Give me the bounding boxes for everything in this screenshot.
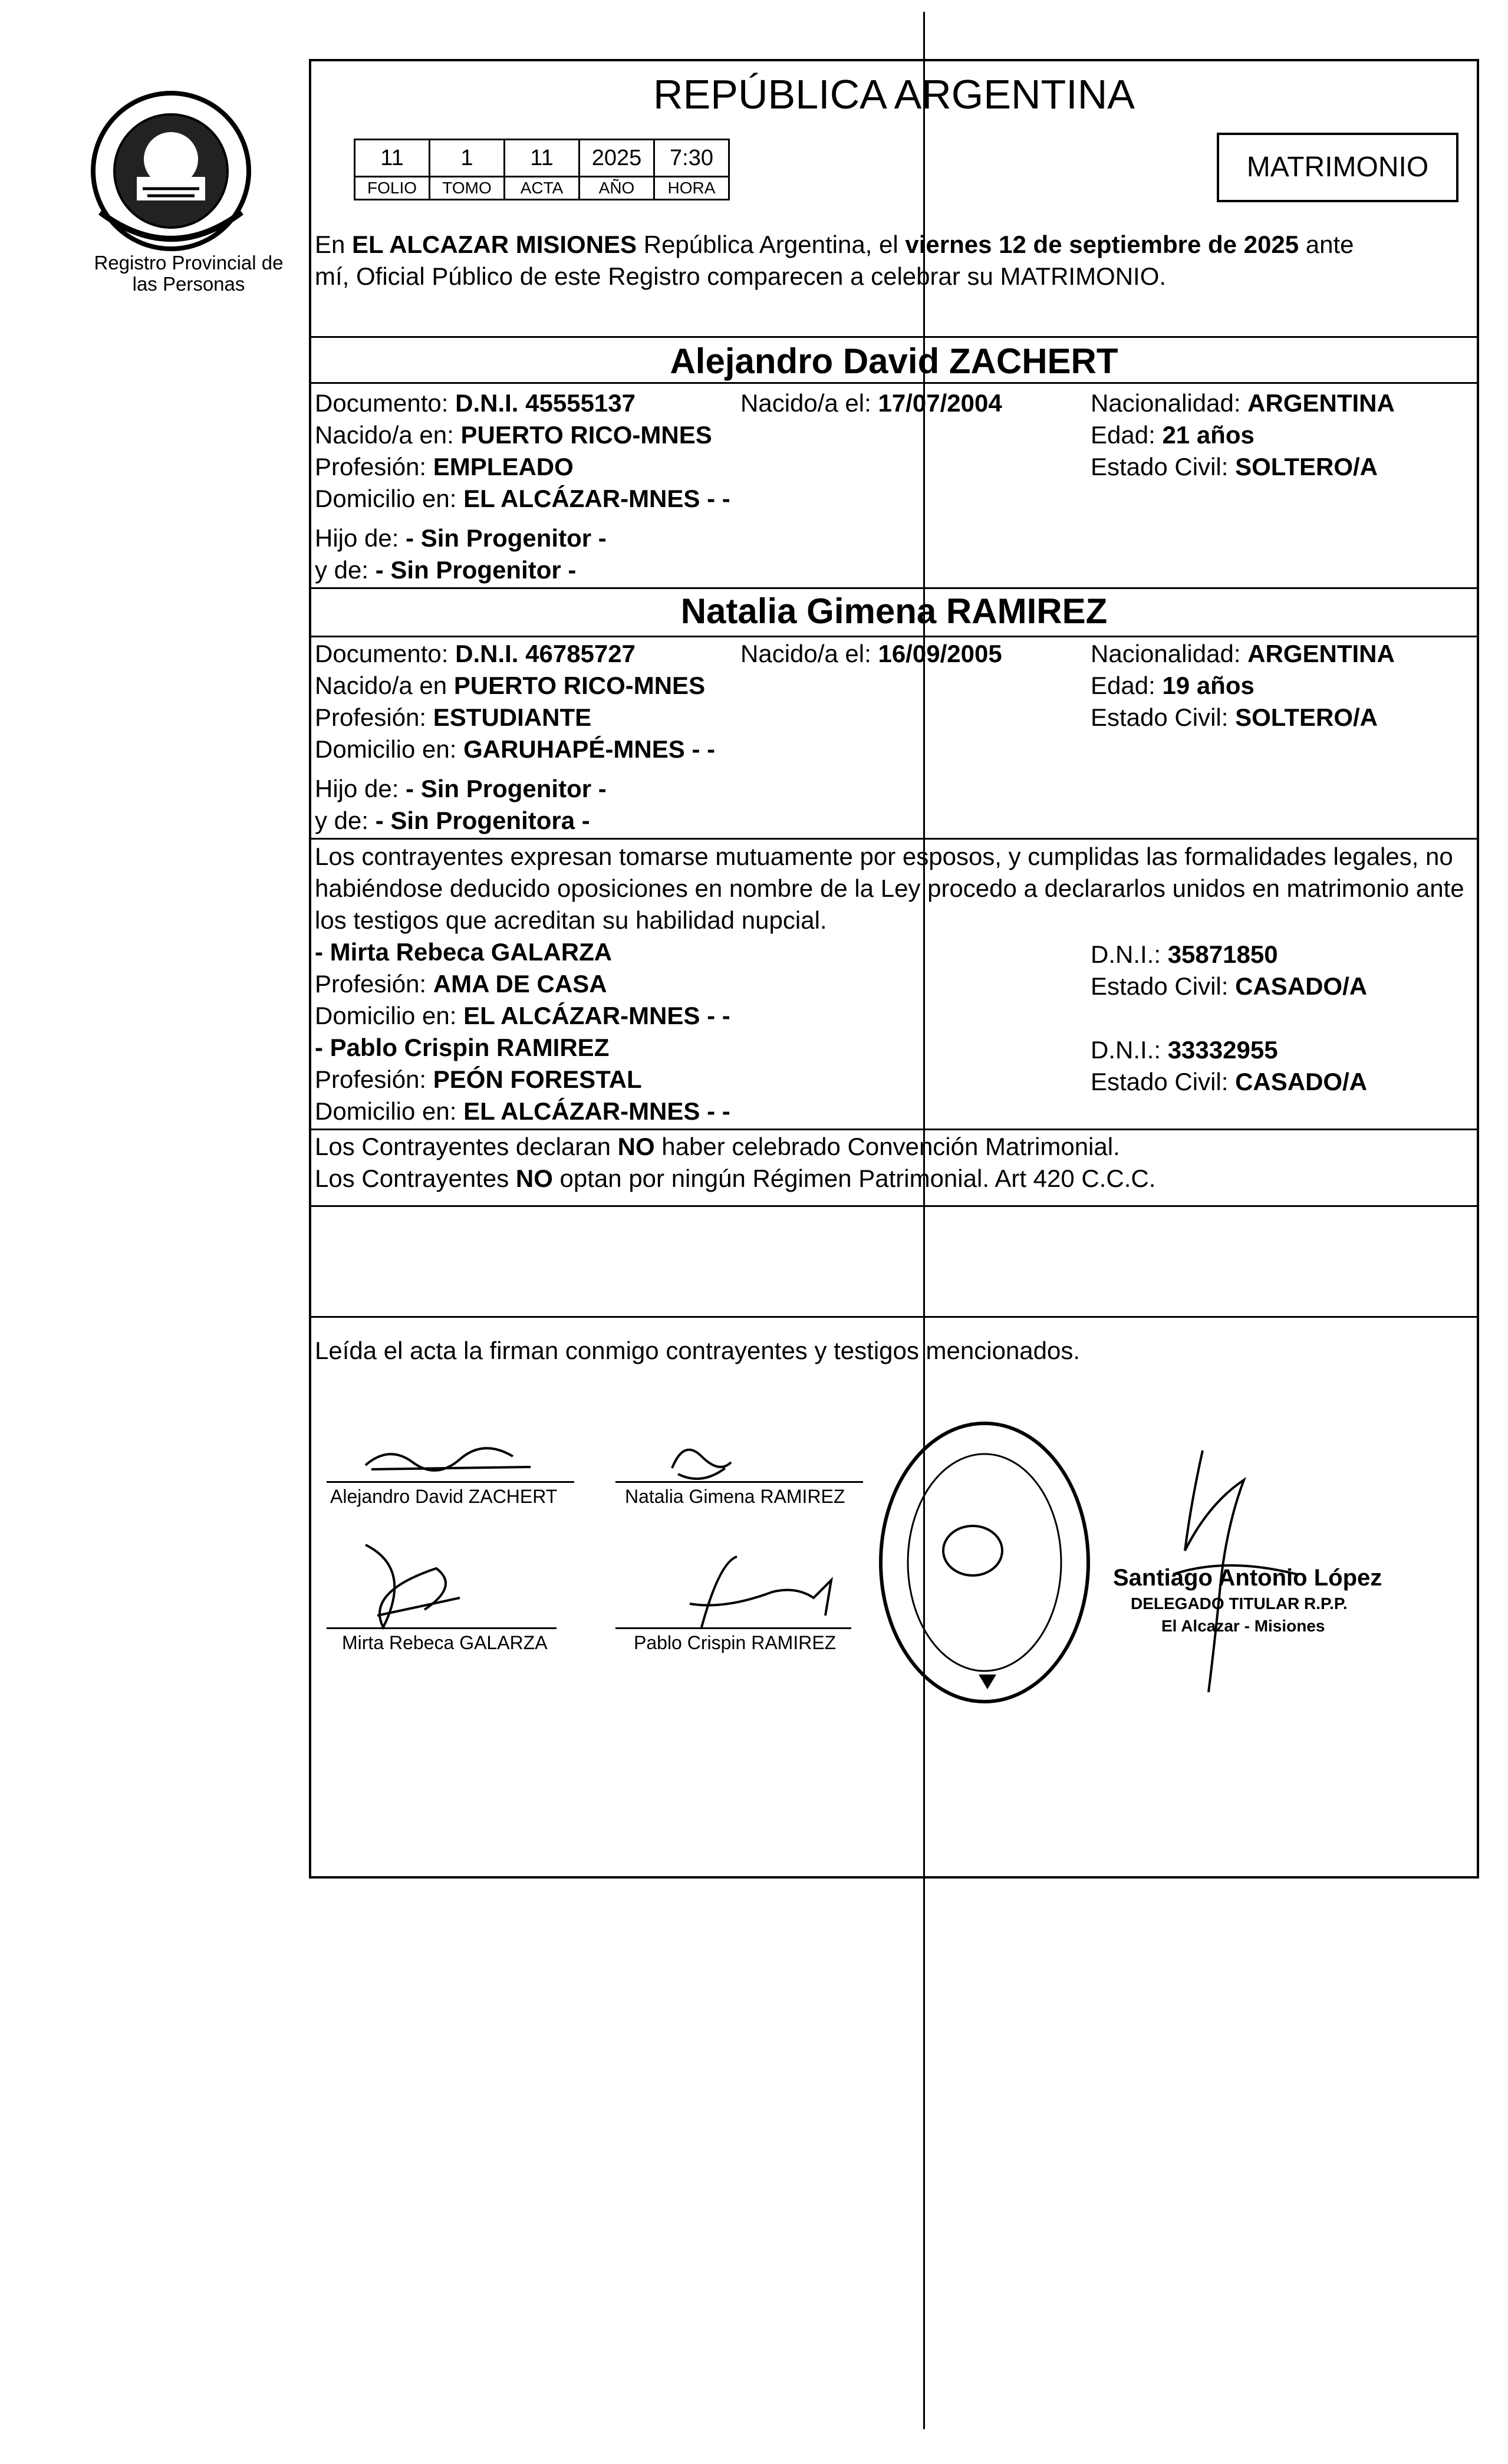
spouse1-parent1: Hijo de: - Sin Progenitor -: [315, 524, 607, 552]
declaration-line-3: los testigos que acreditan su habilidad nupcial.: [315, 906, 827, 934]
document-title: REPÚBLICA ARGENTINA: [653, 71, 1135, 117]
intro-line-2: mí, Oficial Público de este Registro comparecen a celebrar su MATRIMONIO.: [315, 262, 1167, 290]
signature-label-1: Alejandro David ZACHERT: [330, 1486, 558, 1507]
spouse2-parent2: y de: - Sin Progenitora -: [315, 807, 590, 834]
divider: [309, 1129, 1479, 1130]
witness1-civil-status: Estado Civil: CASADO/A: [1091, 972, 1368, 1000]
witness2-name: - Pablo Crispin RAMIREZ: [315, 1034, 610, 1061]
declaration-line-1: Los contrayentes expresan tomarse mutuamente por esposos, y cumplidas las formalidades legales, no: [315, 843, 1453, 870]
signature-line-2: [615, 1481, 863, 1483]
closing-text: Leída el acta la firman conmigo contrayentes y testigos mencionados.: [315, 1337, 1081, 1364]
spouse2-name: Natalia Gimena RAMIREZ: [680, 591, 1108, 631]
signature-line-4: [615, 1627, 851, 1629]
spouse1-profession: Profesión: EMPLEADO: [315, 453, 574, 481]
divider: [309, 587, 1479, 589]
spouse1-birthdate: Nacido/a el: 17/07/2004: [740, 389, 1002, 417]
divider: [309, 382, 1479, 384]
signature-2-scribble: [660, 1433, 749, 1492]
convention-line-2: Los Contrayentes NO optan por ningún Régimen Patrimonial. Art 420 C.C.C.: [315, 1164, 1156, 1192]
declaration-line-2: habiéndose deducido oposiciones en nombre de la Ley procedo a declararlos unidos en matrimonio ante: [315, 874, 1464, 902]
spouse1-civil-status: Estado Civil: SOLTERO/A: [1091, 453, 1378, 481]
registry-seal-logo: [88, 88, 253, 254]
witness1-profession: Profesión: AMA DE CASA: [315, 970, 607, 998]
ano-value: 2025: [580, 140, 654, 177]
spouse2-address: Domicilio en: GARUHAPÉ-MNES - -: [315, 735, 716, 763]
divider: [309, 1316, 1479, 1318]
hora-value: 7:30: [654, 140, 729, 177]
signature-label-2: Natalia Gimena RAMIREZ: [625, 1486, 845, 1507]
spouse2-parent1: Hijo de: - Sin Progenitor -: [315, 775, 607, 802]
spouse2-profession: Profesión: ESTUDIANTE: [315, 703, 592, 731]
folio-label: FOLIO: [355, 177, 430, 200]
tomo-label: TOMO: [430, 177, 505, 200]
spouse2-document: Documento: D.N.I. 46785727: [315, 640, 636, 667]
witness2-address: Domicilio en: EL ALCÁZAR-MNES - -: [315, 1097, 730, 1125]
signature-1-scribble: [354, 1433, 548, 1480]
signature-3-scribble: [342, 1533, 483, 1639]
officer-title: DELEGADO TITULAR R.P.P.: [1131, 1594, 1348, 1613]
divider: [309, 636, 1479, 637]
witness1-address: Domicilio en: EL ALCÁZAR-MNES - -: [315, 1002, 730, 1029]
signature-4-scribble: [666, 1545, 855, 1639]
acta-label: ACTA: [505, 177, 580, 200]
folio-value: 11: [355, 140, 430, 177]
officer-name: Santiago Antonio López: [1113, 1565, 1382, 1591]
divider: [309, 1205, 1479, 1207]
spouse1-document: Documento: D.N.I. 45555137: [315, 389, 636, 417]
spouse1-nationality: Nacionalidad: ARGENTINA: [1091, 389, 1395, 417]
signature-label-3: Mirta Rebeca GALARZA: [342, 1632, 548, 1653]
officer-location: El Alcazar - Misiones: [1161, 1617, 1325, 1635]
acta-value: 11: [505, 140, 580, 177]
record-type-box: MATRIMONIO: [1217, 133, 1458, 202]
spouse2-nationality: Nacionalidad: ARGENTINA: [1091, 640, 1395, 667]
divider: [309, 336, 1479, 338]
signature-line-3: [327, 1627, 557, 1629]
witness1-name: - Mirta Rebeca GALARZA: [315, 938, 613, 966]
signature-label-4: Pablo Crispin RAMIREZ: [634, 1632, 837, 1653]
spouse2-age: Edad: 19 años: [1091, 672, 1255, 699]
registry-caption: Registro Provincial de las Personas: [94, 252, 284, 295]
spouse1-address: Domicilio en: EL ALCÁZAR-MNES - -: [315, 485, 730, 512]
official-stamp: [872, 1415, 1097, 1710]
spouse1-parent2: y de: - Sin Progenitor -: [315, 556, 577, 584]
spouse2-birthdate: Nacido/a el: 16/09/2005: [740, 640, 1002, 667]
convention-line-1: Los Contrayentes declaran NO haber celebrado Convención Matrimonial.: [315, 1133, 1120, 1160]
divider: [309, 838, 1479, 840]
spouse2-civil-status: Estado Civil: SOLTERO/A: [1091, 703, 1378, 731]
registry-table: [354, 139, 730, 200]
intro-line-1: En EL ALCAZAR MISIONES República Argentina, el viernes 12 de septiembre de 2025 ante: [315, 231, 1354, 258]
tomo-value: 1: [430, 140, 505, 177]
spouse2-birthplace: Nacido/a en PUERTO RICO-MNES: [315, 672, 706, 699]
hora-label: HORA: [654, 177, 729, 200]
witness2-civil-status: Estado Civil: CASADO/A: [1091, 1068, 1368, 1096]
spouse1-name: Alejandro David ZACHERT: [670, 341, 1118, 381]
ano-label: AÑO: [580, 177, 654, 200]
spouse1-birthplace: Nacido/a en: PUERTO RICO-MNES: [315, 421, 712, 449]
witness2-profession: Profesión: PEÓN FORESTAL: [315, 1065, 642, 1093]
spouse1-age: Edad: 21 años: [1091, 421, 1255, 449]
witness2-dni: D.N.I.: 33332955: [1091, 1036, 1278, 1064]
witness1-dni: D.N.I.: 35871850: [1091, 940, 1278, 968]
signature-line-1: [327, 1481, 574, 1483]
